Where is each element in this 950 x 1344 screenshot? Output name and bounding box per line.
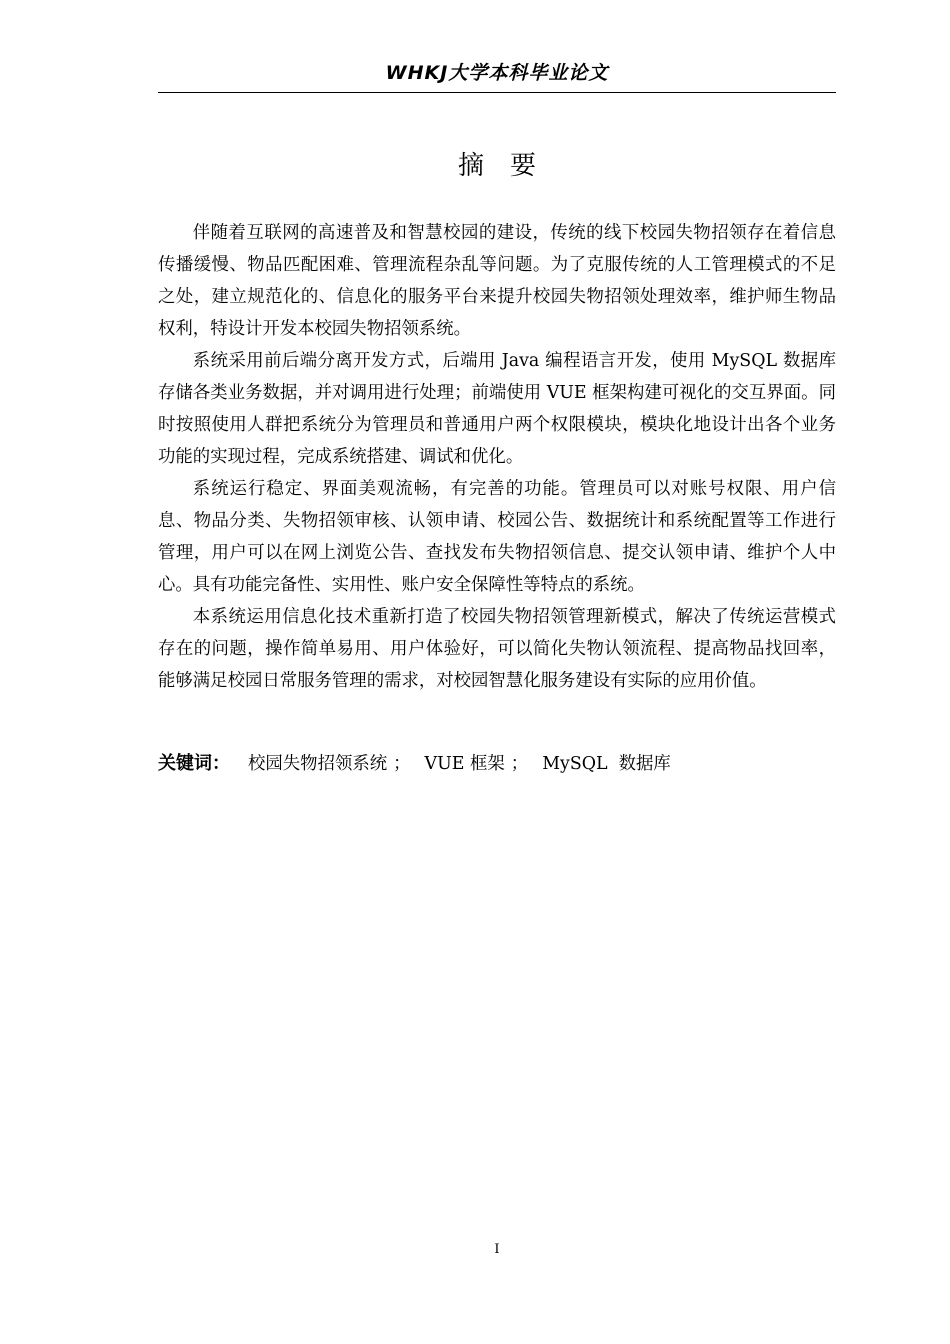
page-number: I — [494, 1242, 500, 1257]
abstract-paragraph-3: 系统运行稳定、界面美观流畅，有完善的功能。管理员可以对账号权限、用户信息、物品分类、失物招领审核、认领申请、校园公告、数据统计和系统配置等工作进行管理，用户可以在网上浏览公告、查找发布失物招领信息、提交认领申请、维护个人中心。具有功能完备性、实用性、账户安全保障性等特点的系统。 — [158, 479, 836, 595]
abstract-heading: 摘要 — [457, 151, 562, 181]
header-divider — [158, 92, 836, 93]
keywords-label: 关键词： — [158, 753, 230, 774]
abstract-paragraph-2: 系统采用前后端分离开发方式，后端用 Java 编程语言开发，使用 MySQL 数据库存储各类业务数据，并对调用进行处理；前端使用 VUE 框架构建可视化的交互界面。同时按照使用人群把系统分为管理员和普通用户两个权限模块，模块化地设计出各个业务功能的实现过程，完成系统搭建、调试和优化。 — [158, 351, 836, 467]
keyword-separator: ； — [510, 754, 529, 774]
keyword-item: 校园失物招领系统 — [248, 754, 388, 774]
running-header: WHKJ大学本科毕业论文 — [385, 62, 609, 84]
keyword-item: MySQL 数据库 — [542, 754, 671, 774]
keywords-line — [158, 748, 836, 780]
keyword-item: VUE 框架 — [424, 754, 505, 774]
abstract-body — [158, 217, 836, 697]
keyword-separator: ； — [393, 754, 411, 774]
abstract-paragraph-1: 伴随着互联网的高速普及和智慧校园的建设，传统的线下校园失物招领存在着信息传播缓慢、物品匹配困难、管理流程杂乱等问题。为了克服传统的人工管理模式的不足之处，建立规范化的、信息化的服务平台来提升校园失物招领处理效率，维护师生物品权利，特设计开发本校园失物招领系统。 — [158, 223, 836, 339]
abstract-paragraph-4: 本系统运用信息化技术重新打造了校园失物招领管理新模式，解决了传统运营模式存在的问题，操作简单易用、用户体验好，可以简化失物认领流程、提高物品找回率，能够满足校园日常服务管理的需求，对校园智慧化服务建设有实际的应用价值。 — [158, 607, 836, 691]
